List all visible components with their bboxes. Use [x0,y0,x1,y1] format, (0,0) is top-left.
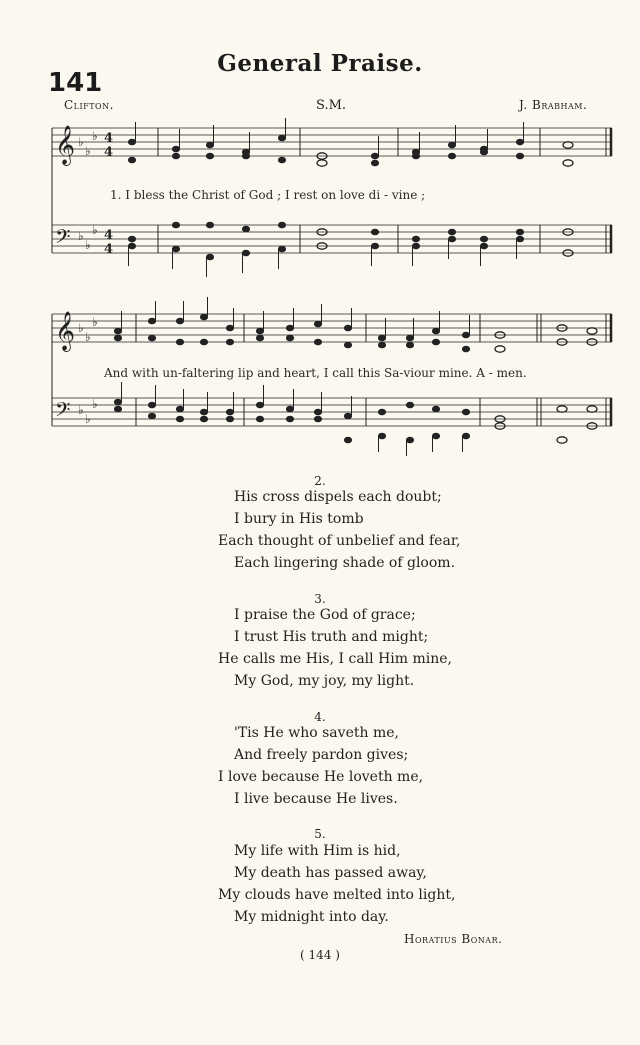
svg-text:4: 4 [104,131,114,146]
svg-text:♭: ♭ [78,229,84,243]
tune-name: Clifton. [64,98,114,112]
lyric-line-2: And with un-faltering lip and heart, I call this Sa-viour mine. A - men. [104,366,527,380]
svg-text:♭: ♭ [78,321,84,335]
svg-text:♭: ♭ [78,403,84,417]
page-number: ( 144 ) [300,948,340,962]
music-score [0,0,640,460]
treble-clef-icon: 𝄞 [55,125,76,165]
verse-line: I love because He loveth me, [218,769,424,785]
verse-line: 'Tis He who saveth me, [234,725,399,741]
lyric-line-1: 1. I bless the Christ of God ; I rest on love di - vine ; [110,188,426,202]
svg-text:♭: ♭ [85,238,91,252]
verse-number: 5. [314,827,326,841]
verse-line: He calls me His, I call Him mine, [218,651,452,667]
svg-text:♭: ♭ [85,412,91,426]
verse-line: My God, my joy, my light. [234,673,415,689]
verse-line: My midnight into day. [234,909,389,925]
verse-number: 2. [314,474,326,488]
svg-text:4: 4 [104,145,114,160]
verse-line: And freely pardon gives; [234,747,409,763]
bass-clef-icon: 𝄢 [55,225,71,253]
verse-line: My death has passed away, [234,865,427,881]
svg-text:♭: ♭ [85,330,91,344]
treble-clef-icon: 𝄞 [55,311,76,351]
verse-line: I bury in His tomb [234,511,364,527]
verse-line: His cross dispels each doubt; [234,489,442,505]
verse-number: 4. [314,710,326,724]
verse-number: 3. [314,592,326,606]
verse-line: My life with Him is hid, [234,843,401,859]
bass-clef-icon: 𝄢 [55,398,71,426]
verse-line: I praise the God of grace; [234,607,416,623]
svg-text:♭: ♭ [92,397,98,411]
svg-text:♭: ♭ [85,144,91,158]
hymn-number: 141 [48,68,103,98]
meter: S.M. [316,98,347,113]
svg-text:♭: ♭ [92,315,98,329]
verse-line: I trust His truth and might; [234,629,429,645]
verse-line: Each thought of unbelief and fear, [218,533,461,549]
composer: J. Brabham. [519,98,588,112]
svg-text:4: 4 [104,242,114,257]
svg-text:♭: ♭ [92,129,98,143]
section-title: General Praise. [217,50,423,77]
verse-line: My clouds have melted into light, [218,887,456,903]
author: Horatius Bonar. [404,932,503,946]
verse-line: Each lingering shade of gloom. [234,555,456,571]
svg-text:♭: ♭ [78,135,84,149]
svg-text:4: 4 [104,228,114,243]
svg-text:♭: ♭ [92,223,98,237]
verse-line: I live because He lives. [234,791,398,807]
